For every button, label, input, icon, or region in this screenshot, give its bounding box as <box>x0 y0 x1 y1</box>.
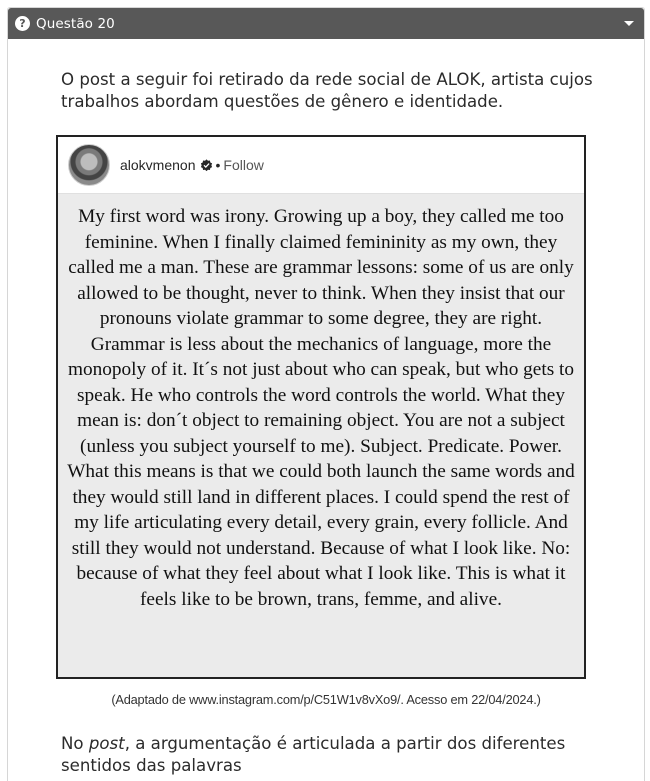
avatar[interactable] <box>68 144 110 186</box>
question-emphasis: post <box>88 734 125 753</box>
question-card <box>7 7 645 781</box>
post-text: My first word was irony. Growing up a boy, they called me too feminine. When I finally claimed femininity as my own, they called me a man. These are grammar lessons: some of us are only allowed to be thought, never to think. When they insist that our pronouns violate grammar to some degree, they are right. Grammar is less about the mechanics of language, more the monopoly of it. It´s not just about who can speak, but who gets to speak. He who controls the word controls the world. What they mean is: don´t object to remaining object. You are not a subject (unless you subject yourself to me). Subject. Predicate. Power. What this means is that we could both launch the same words and they would still land in different places. I could spend the rest of my life articulating every detail, every grain, every follicle. And still they would not understand. Because of what I look like. No: because of what they feel about what I look like. This is what it feels like to be brown, trans, femme, and alive. <box>58 194 584 677</box>
source-citation: (Adaptado de www.instagram.com/p/C51W1v8vXo9/. Acesso em 22/04/2024.) <box>111 692 541 707</box>
verified-badge-icon <box>200 159 213 172</box>
question-intro: O post a seguir foi retirado da rede social de ALOK, artista cujos trabalhos abordam questões de gênero e identidade. <box>61 70 593 111</box>
question-circle-icon: ? <box>15 16 30 31</box>
caret-down-icon[interactable] <box>624 21 634 26</box>
separator-dot: • <box>215 157 221 173</box>
follow-link[interactable]: Follow <box>223 157 264 173</box>
post-header <box>58 137 584 194</box>
question-statement <box>61 733 621 777</box>
question-title: Questão 20 <box>36 15 115 32</box>
instagram-post <box>56 135 586 679</box>
question-prefix: No <box>61 734 89 753</box>
question-suffix: , a argumentação é articulada a partir dos diferentes sentidos das palavras <box>61 734 566 775</box>
question-header[interactable] <box>8 8 644 39</box>
post-handle[interactable]: alokvmenon <box>120 157 196 173</box>
